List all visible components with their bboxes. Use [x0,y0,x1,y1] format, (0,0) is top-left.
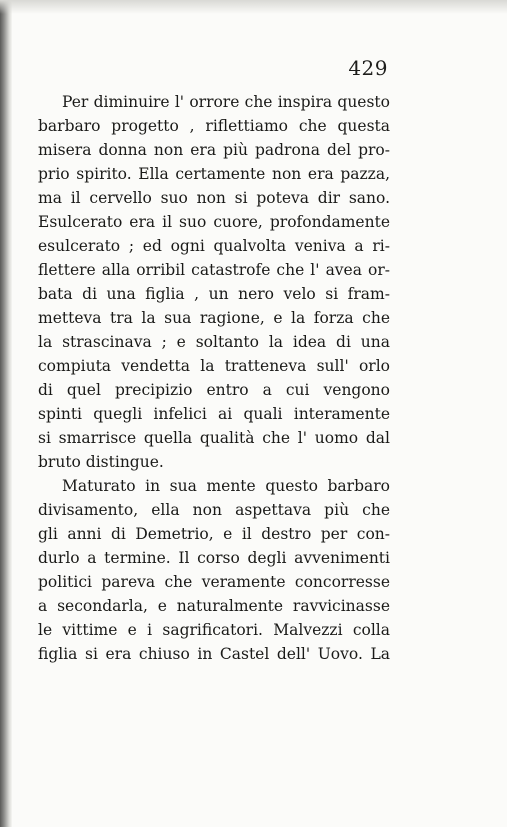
text-line: bata di una figlia , un nero velo si fram- [38,285,390,303]
text-line: metteva tra la sua ragione, e la forza che [38,309,390,327]
text-line: bruto distingue. [38,453,164,471]
text-line: figlia si era chiuso in Castel dell' Uovo. La [38,645,390,663]
text-line: le vittime e i sagrificatori. Malvezzi colla [38,621,390,639]
text-line: la strascinava ; e soltanto la idea di una [38,333,390,351]
text-line: flettere alla orribil catastrofe che l' avea or- [38,261,390,279]
page-top-shadow [0,0,507,14]
text-line: gli anni di Demetrio, e il destro per con- [38,525,390,543]
text-line: di quel precipizio entro a cui vengono [38,381,390,399]
page-number: 429 [348,56,388,80]
text-line: Esulcerato era il suo cuore, profondamente [38,213,390,231]
text-line: durlo a termine. Il corso degli avvenimenti [38,549,390,567]
text-line: Per diminuire l' orrore che inspira questo [62,93,390,111]
text-line: esulcerato ; ed ogni qualvolta veniva a ri- [38,237,390,255]
text-line: spinti quegli infelici ai quali interamente [38,405,390,423]
text-line: compiuta vendetta la tratteneva sull' orlo [38,357,390,375]
text-line: si smarrisce quella qualità che l' uomo dal [38,429,390,447]
text-line: ma il cervello suo non si poteva dir sano. [38,189,390,207]
text-line: Maturato in sua mente questo barbaro [62,477,390,495]
text-line: politici pareva che veramente concorresse [38,573,390,591]
text-line: a secondarla, e naturalmente ravvicinasse [38,597,390,615]
text-line: divisamento, ella non aspettava più che [38,501,390,519]
page-spine-edge [0,0,12,827]
text-line: barbaro progetto , riflettiamo che questa [38,117,390,135]
body-text [38,90,390,666]
text-line: prio spirito. Ella certamente non era pazza, [38,165,390,183]
text-line: misera donna non era più padrona del pro- [38,141,390,159]
